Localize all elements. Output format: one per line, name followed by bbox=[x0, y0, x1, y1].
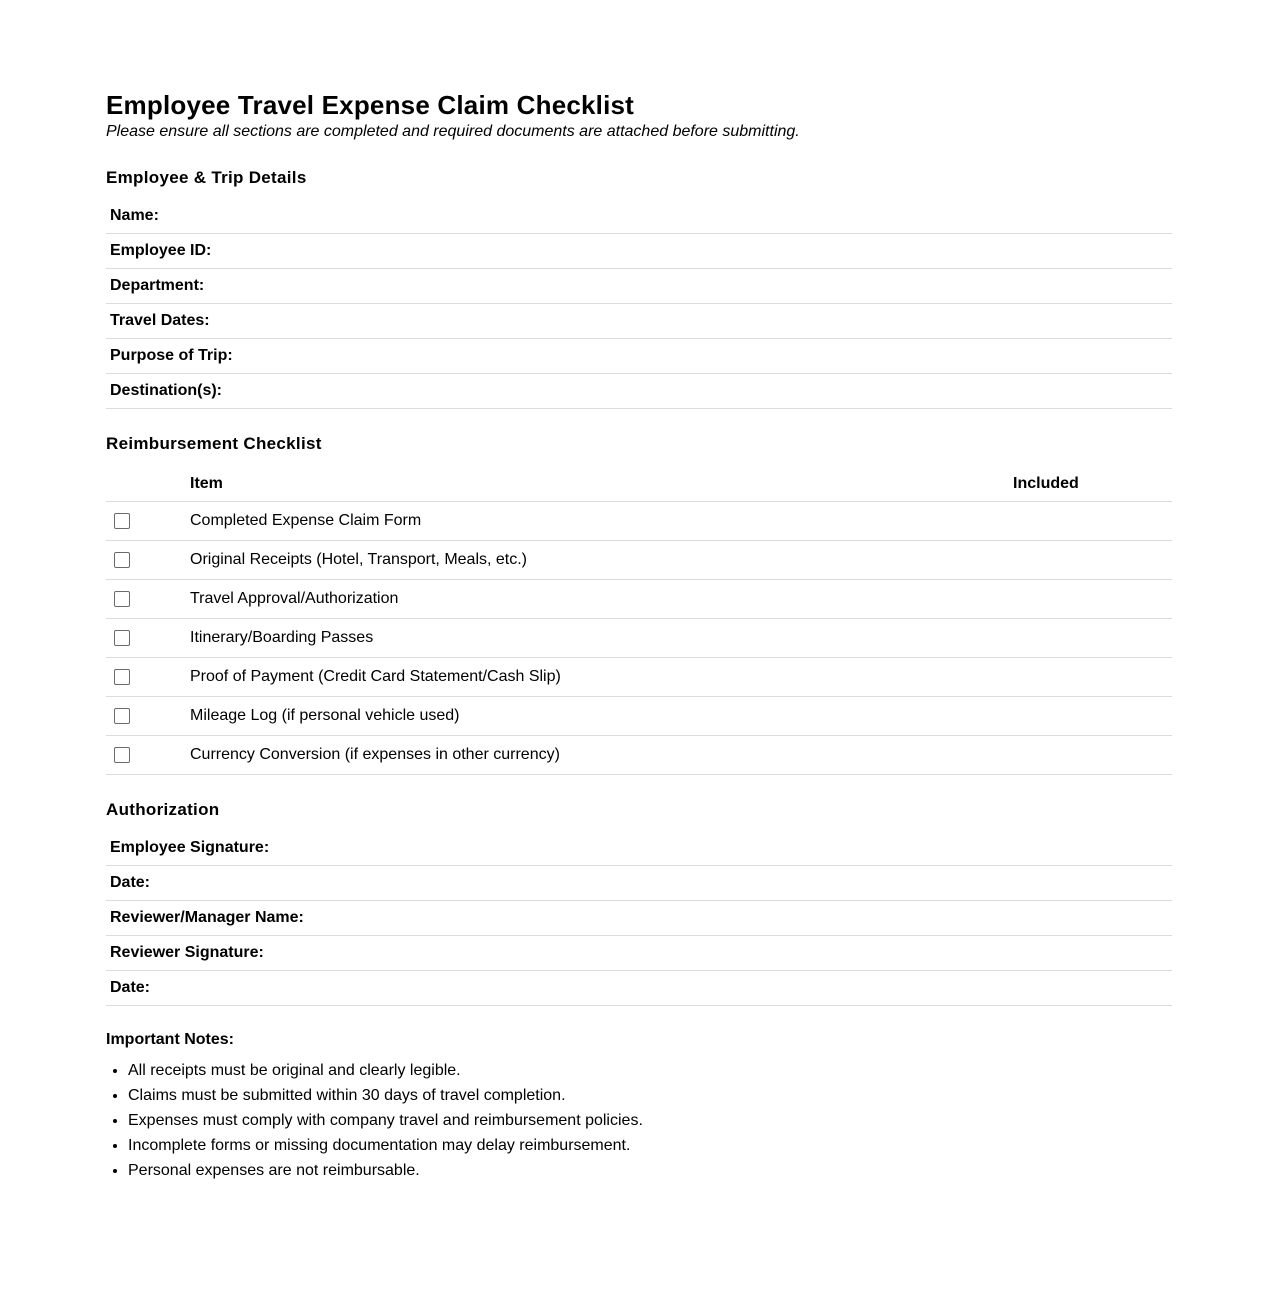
note-item: • Expenses must comply with company travel and reimbursement policies. bbox=[128, 1108, 1172, 1133]
checklist-included-cell bbox=[1013, 502, 1172, 541]
field-label-name: Name: bbox=[106, 199, 1172, 234]
field-label-department: Department: bbox=[106, 269, 1172, 304]
checklist-item-label: Travel Approval/Authorization bbox=[190, 580, 1013, 619]
checklist-row bbox=[106, 697, 1172, 736]
page-subtitle: Please ensure all sections are completed and required documents are attached before submitting. bbox=[106, 123, 800, 140]
auth-row-reviewer-name bbox=[106, 901, 1172, 936]
field-label-destinations: Destination(s): bbox=[106, 374, 1172, 409]
checklist-included-cell bbox=[1013, 697, 1172, 736]
details-row-destinations bbox=[106, 374, 1172, 409]
checklist-checkbox-cell bbox=[106, 697, 190, 736]
auth-row-employee-signature bbox=[106, 831, 1172, 866]
checklist-item-label: Currency Conversion (if expenses in other currency) bbox=[190, 736, 1013, 775]
checkbox-mileage-log[interactable] bbox=[114, 708, 130, 724]
checklist-row bbox=[106, 658, 1172, 697]
field-label-employee-signature: Employee Signature: bbox=[106, 831, 1172, 866]
checkbox-original-receipts[interactable] bbox=[114, 552, 130, 568]
authorization-table bbox=[106, 831, 1172, 1006]
checklist-header-included: Included bbox=[1013, 467, 1172, 502]
details-row-name bbox=[106, 199, 1172, 234]
checklist-included-cell bbox=[1013, 658, 1172, 697]
checkbox-proof-of-payment[interactable] bbox=[114, 669, 130, 685]
checklist-header-item: Item bbox=[190, 467, 1013, 502]
checklist-heading: Reimbursement Checklist bbox=[106, 434, 322, 453]
checklist-row bbox=[106, 502, 1172, 541]
checklist-header-row bbox=[106, 467, 1172, 502]
checklist-item-label: Mileage Log (if personal vehicle used) bbox=[190, 697, 1013, 736]
checkbox-travel-approval[interactable] bbox=[114, 591, 130, 607]
checklist-item-label: Original Receipts (Hotel, Transport, Meals, etc.) bbox=[190, 541, 1013, 580]
checklist-checkbox-cell bbox=[106, 541, 190, 580]
field-label-reviewer-date: Date: bbox=[106, 971, 1172, 1006]
checklist-item-label: Completed Expense Claim Form bbox=[190, 502, 1013, 541]
field-label-reviewer-signature: Reviewer Signature: bbox=[106, 936, 1172, 971]
checklist-header-checkbox bbox=[106, 467, 190, 502]
page-title: Employee Travel Expense Claim Checklist bbox=[106, 90, 635, 120]
field-label-employee-date: Date: bbox=[106, 866, 1172, 901]
field-label-travel-dates: Travel Dates: bbox=[106, 304, 1172, 339]
checklist-item-label: Proof of Payment (Credit Card Statement/Cash Slip) bbox=[190, 658, 1013, 697]
note-item: • Personal expenses are not reimbursable. bbox=[128, 1158, 1172, 1183]
checklist-checkbox-cell bbox=[106, 502, 190, 541]
checklist-checkbox-cell bbox=[106, 619, 190, 658]
field-label-purpose: Purpose of Trip: bbox=[106, 339, 1172, 374]
details-row-employee-id bbox=[106, 234, 1172, 269]
note-item: • Claims must be submitted within 30 days of travel completion. bbox=[128, 1083, 1172, 1108]
checklist-included-cell bbox=[1013, 736, 1172, 775]
auth-row-employee-date bbox=[106, 866, 1172, 901]
details-row-department bbox=[106, 269, 1172, 304]
details-table bbox=[106, 199, 1172, 409]
checkbox-expense-claim-form[interactable] bbox=[114, 513, 130, 529]
checklist-row bbox=[106, 580, 1172, 619]
checklist-checkbox-cell bbox=[106, 580, 190, 619]
authorization-heading: Authorization bbox=[106, 800, 220, 819]
notes-heading: Important Notes: bbox=[106, 1031, 234, 1048]
checklist-row bbox=[106, 541, 1172, 580]
details-heading: Employee & Trip Details bbox=[106, 168, 307, 187]
field-label-employee-id: Employee ID: bbox=[106, 234, 1172, 269]
checklist-included-cell bbox=[1013, 619, 1172, 658]
checklist-checkbox-cell bbox=[106, 736, 190, 775]
checklist-included-cell bbox=[1013, 541, 1172, 580]
checkbox-currency-conversion[interactable] bbox=[114, 747, 130, 763]
auth-row-reviewer-signature bbox=[106, 936, 1172, 971]
checklist-table bbox=[106, 467, 1172, 775]
details-row-purpose bbox=[106, 339, 1172, 374]
checklist-item-label: Itinerary/Boarding Passes bbox=[190, 619, 1013, 658]
checklist-checkbox-cell bbox=[106, 658, 190, 697]
notes-list bbox=[106, 1058, 1172, 1183]
field-label-reviewer-name: Reviewer/Manager Name: bbox=[106, 901, 1172, 936]
auth-row-reviewer-date bbox=[106, 971, 1172, 1006]
checklist-row bbox=[106, 619, 1172, 658]
note-item: • Incomplete forms or missing documentation may delay reimbursement. bbox=[128, 1133, 1172, 1158]
checklist-row bbox=[106, 736, 1172, 775]
note-item: • All receipts must be original and clearly legible. bbox=[128, 1058, 1172, 1083]
details-row-travel-dates bbox=[106, 304, 1172, 339]
checklist-included-cell bbox=[1013, 580, 1172, 619]
document-page bbox=[106, 0, 1172, 1183]
checkbox-itinerary[interactable] bbox=[114, 630, 130, 646]
